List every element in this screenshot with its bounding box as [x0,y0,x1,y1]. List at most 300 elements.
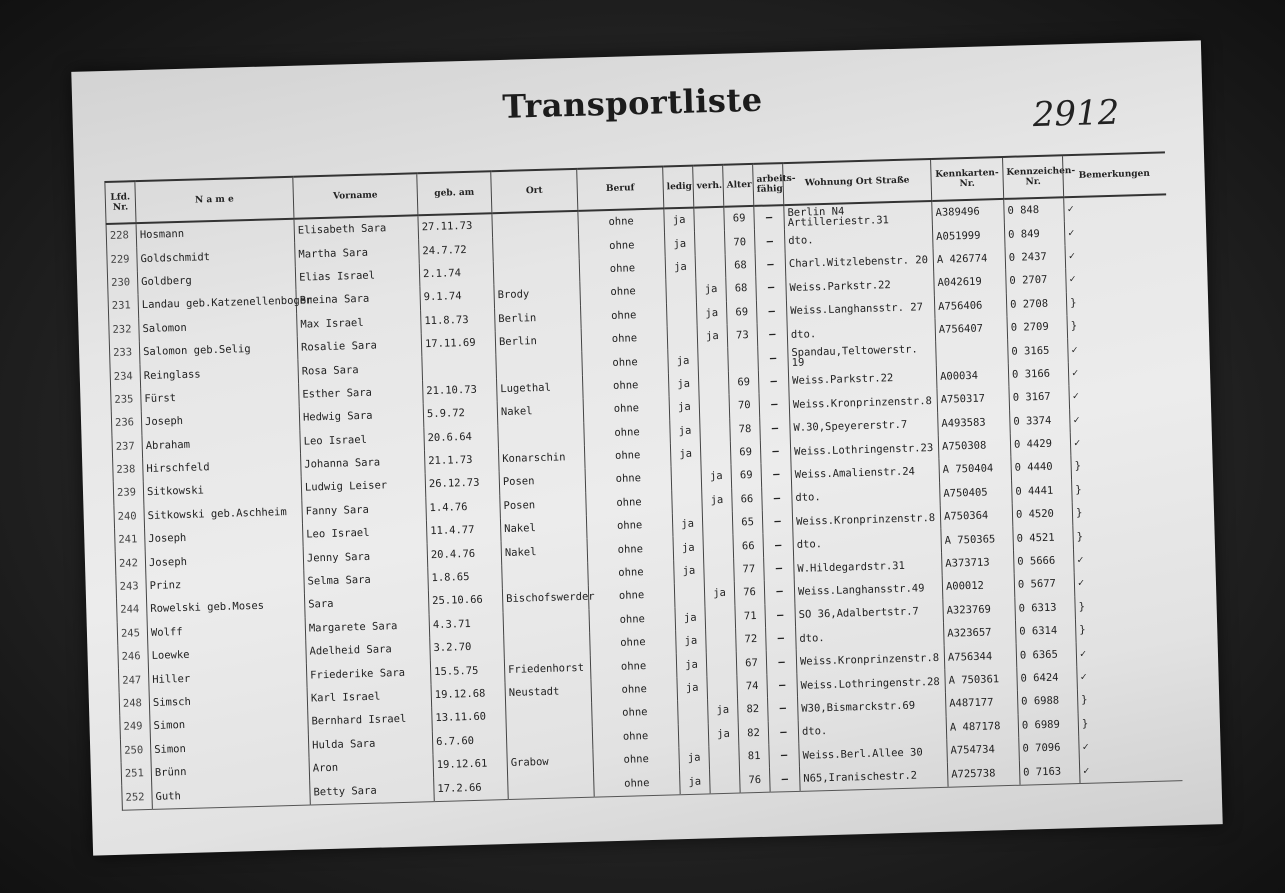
first-name: Hedwig Sara [299,403,424,430]
remark-mark: } [1067,312,1170,338]
occupation: ohne [590,630,677,656]
birth-date: 1.8.65 [428,565,503,590]
remark-mark: ✓ [1066,266,1169,292]
single-mark: ja [675,606,706,630]
mark-number: 0 6424 [1017,666,1078,691]
address: Berlin N4 Artilleriestr.31 [784,201,933,230]
row-number: 244 [117,598,148,622]
fit-for-work: – [758,370,789,394]
birth-date: 27.11.73 [418,213,493,239]
single-mark [678,723,709,747]
address: Weiss.Langhansstr. 27 [786,295,935,323]
mark-number: 0 2707 [1006,268,1067,293]
married-mark [695,255,726,279]
id-card-number: A389496 [932,199,1005,225]
first-name: Aron [309,754,434,781]
id-card-number: A754734 [947,738,1020,763]
occupation: ohne [582,373,669,399]
birth-date: 21.1.73 [424,448,499,473]
occupation: ohne [584,443,671,469]
age: 69 [731,464,762,488]
mark-number: 0 3165 [1008,339,1069,364]
occupation: ohne [590,654,677,680]
id-card-number: A750364 [940,504,1013,529]
id-card-number: A756407 [935,317,1008,342]
address: Weiss.Parkstr.22 [788,366,937,394]
married-mark [694,207,725,232]
remark-mark: } [1077,686,1180,712]
remark-mark: ✓ [1068,336,1171,362]
age: 71 [735,604,766,628]
person-name: Sitkowski [143,477,302,505]
age: 69 [724,206,755,231]
married-mark: ja [696,278,727,302]
first-name: Rosa Sara [298,357,423,384]
person-name: Joseph [145,524,304,552]
birth-place [503,609,590,635]
first-name: Leo Israel [302,520,427,547]
person-name: Rowelski geb.Moses [147,594,306,622]
person-name: Simsch [149,687,308,715]
fit-for-work: – [766,627,797,651]
birth-date: 21.10.73 [423,378,498,403]
mark-number: 0 4440 [1011,455,1072,480]
address: dto. [784,225,933,253]
occupation: ohne [581,326,668,352]
first-name: Betty Sara [310,777,435,804]
single-mark: ja [665,255,696,279]
occupation: ohne [578,208,665,235]
transport-table [104,151,1182,810]
page-number: 2912 [1032,92,1120,136]
mark-number: 0 4429 [1010,432,1071,457]
married-mark [705,605,736,629]
mark-number: 0 6313 [1015,596,1076,621]
birth-date: 25.10.66 [428,588,503,613]
person-name: Hosmann [136,219,295,248]
age: 65 [732,511,763,535]
occupation: ohne [592,724,679,750]
address: Weiss.Lothringenstr.28 [797,670,946,698]
birth-place [492,211,579,238]
occupation: ohne [594,771,681,797]
married-mark: ja [696,301,727,325]
married-mark [700,442,731,466]
birth-place [504,633,591,659]
occupation: ohne [587,537,674,563]
table-body [106,194,1182,810]
birth-place: Lugethal [496,376,583,402]
header-beruf: Beruf [577,166,664,210]
person-name: Joseph [141,407,300,435]
birth-date [422,355,497,380]
id-card-number [936,340,1009,365]
id-card-number: A756406 [934,293,1007,318]
birth-date: 15.5.75 [430,658,505,683]
occupation: ohne [591,677,678,703]
header-vorname: Vorname [293,173,418,218]
fit-for-work: – [756,300,787,324]
remark-mark: ✓ [1070,406,1173,432]
birth-place [493,235,580,261]
row-number: 246 [118,645,149,669]
remark-mark: } [1072,499,1175,525]
header-ort: Ort [491,169,578,213]
occupation: ohne [584,420,671,446]
occupation: ohne [592,700,679,726]
birth-place [502,563,589,589]
occupation: ohne [588,560,675,586]
row-number: 239 [113,481,144,505]
id-card-number: A750317 [937,387,1010,412]
address: Weiss.Berl.Allee 30 [799,740,948,768]
row-number: 251 [121,762,152,786]
age: 82 [738,698,769,722]
remark-mark: ✓ [1076,640,1179,666]
fit-for-work: – [759,393,790,417]
single-mark: ja [673,536,704,560]
id-card-number: A756344 [944,644,1017,669]
occupation: ohne [588,584,675,610]
mark-number: 0 2437 [1005,245,1066,270]
fit-for-work: – [768,697,799,721]
row-number: 235 [111,388,142,412]
fit-for-work: – [769,767,800,792]
birth-place: Berlin [495,329,582,355]
occupation: ohne [583,396,670,422]
occupation: ohne [585,467,672,493]
address: Weiss.Amalienstr.24 [791,459,940,487]
mark-number: 0 4441 [1012,479,1073,504]
birth-place [506,703,593,729]
fit-for-work: – [761,463,792,487]
mark-number: 0 848 [1004,197,1065,223]
remark-mark: ✓ [1074,570,1177,596]
person-name: Salomon [139,313,298,341]
row-number: 233 [109,341,140,365]
birth-place: Posen [500,492,587,518]
birth-date: 17.11.69 [421,331,496,356]
fit-for-work: – [762,487,793,511]
address: Weiss.Langhansstr.49 [794,576,943,604]
person-name: Joseph [145,547,304,575]
address: Charl.Witzlebenstr. 20 [785,249,934,277]
married-mark: ja [702,488,733,512]
header-verh: verh. [693,165,724,208]
mark-number: 0 4520 [1012,502,1073,527]
age: 68 [726,277,757,301]
occupation: ohne [586,490,673,516]
id-card-number: A323657 [943,621,1016,646]
row-number: 236 [111,411,142,435]
married-mark [706,629,737,653]
single-mark [666,279,697,303]
row-number: 243 [116,575,147,599]
married-mark [703,535,734,559]
birth-place [508,773,595,799]
mark-number: 0 3167 [1009,385,1070,410]
age: 70 [729,394,760,418]
age [728,347,759,371]
remark-mark: } [1075,593,1178,619]
person-name: Brünn [151,758,310,786]
birth-place: Berlin [495,305,582,331]
first-name: Jenny Sara [303,544,428,571]
age: 81 [739,745,770,769]
first-name: Johanna Sara [301,450,426,477]
row-number: 232 [109,318,140,342]
person-name: Prinz [146,570,305,598]
id-card-number: A750405 [940,481,1013,506]
address: dto. [793,529,942,557]
single-mark [671,466,702,490]
id-card-number: A725738 [947,761,1020,787]
age: 78 [730,417,761,441]
birth-place: Neustadt [505,679,592,705]
fit-for-work: – [764,557,795,581]
occupation: ohne [579,233,666,259]
remark-mark: ✓ [1069,382,1172,408]
address: N65,Iranischestr.2 [799,763,948,791]
id-card-number: A 487178 [946,714,1019,739]
row-number: 228 [106,223,137,248]
age: 76 [734,581,765,605]
fit-for-work: – [762,510,793,534]
occupation: ohne [579,256,666,282]
person-name: Landau geb.Katzenellenbogen [138,290,297,318]
address: W30,Bismarckstr.69 [798,693,947,721]
id-card-number: A487177 [945,691,1018,716]
birth-place: Brody [494,282,581,308]
mark-number: 0 3374 [1010,409,1071,434]
married-mark [698,348,729,372]
address: Weiss.Lothringenstr.23 [790,436,939,464]
mark-number: 0 2708 [1006,292,1067,317]
birth-place [506,726,593,752]
birth-place: Nakel [500,516,587,542]
fit-for-work: – [764,580,795,604]
age: 67 [736,651,767,675]
birth-date: 9.1.74 [420,284,495,309]
fit-for-work: – [767,674,798,698]
address: dto. [787,319,936,347]
person-name: Fürst [141,383,300,411]
address: Weiss.Kronprinzenstr.8 [796,646,945,674]
married-mark [710,769,741,794]
fit-for-work: – [756,276,787,300]
fit-for-work: – [754,205,785,230]
id-card-number: A00012 [942,574,1015,599]
first-name: Fanny Sara [302,497,427,524]
first-name: Elias Israel [295,263,420,290]
id-card-number: A051999 [932,223,1005,248]
birth-date: 3.2.70 [430,635,505,660]
birth-place [498,422,585,448]
person-name: Simon [150,711,309,739]
married-mark [694,231,725,255]
id-card-number: A493583 [938,410,1011,435]
fit-for-work: – [763,533,794,557]
first-name: Elisabeth Sara [294,215,419,243]
person-name: Salomon geb.Selig [139,337,298,365]
address: Spandau,Teltowerstr. 19 [788,342,937,370]
remark-mark: ✓ [1077,663,1180,689]
first-name: Sara [304,590,429,617]
row-number: 248 [119,692,150,716]
age: 73 [727,324,758,348]
age: 66 [733,534,764,558]
birth-place: Posen [499,469,586,495]
remark-mark: ✓ [1079,733,1182,759]
id-card-number: A323769 [943,597,1016,622]
id-card-number: A 750404 [939,457,1012,482]
single-mark: ja [668,349,699,373]
single-mark: ja [670,442,701,466]
remark-mark: ✓ [1079,757,1182,784]
birth-place: Grabow [507,750,594,776]
first-name: Breina Sara [296,286,421,313]
address: Weiss.Kronprinzenstr.8 [792,506,941,534]
header-alter: Alter [723,164,754,207]
address: dto. [796,623,945,651]
row-number: 252 [122,785,153,810]
single-mark [666,302,697,326]
remark-mark: ✓ [1073,546,1176,572]
first-name: Rosalie Sara [297,333,422,360]
header-kennkarten-nr: Kennkarten-Nr. [931,157,1004,201]
birth-date: 2.1.74 [419,261,494,286]
header-bemerkungen: Bemerkungen [1062,152,1165,197]
first-name: Hulda Sara [308,731,433,758]
id-card-number: A750308 [938,434,1011,459]
married-mark [699,395,730,419]
married-mark [706,652,737,676]
row-number: 250 [120,739,151,763]
occupation: ohne [580,280,667,306]
first-name: Friederike Sara [306,661,431,688]
birth-date: 19.12.68 [431,682,506,707]
address: W.30,Speyererstr.7 [790,412,939,440]
occupation: ohne [580,303,667,329]
birth-date: 24.7.72 [419,238,494,263]
married-mark [698,371,729,395]
fit-for-work: – [766,650,797,674]
birth-date: 20.4.76 [427,542,502,567]
birth-place: Nakel [497,399,584,425]
fit-for-work: – [765,604,796,628]
id-card-number: A042619 [934,270,1007,295]
person-name: Simon [150,734,309,762]
mark-number: 0 3166 [1008,362,1069,387]
mark-number: 0 4521 [1013,526,1074,551]
row-number: 231 [108,294,139,318]
married-mark [709,746,740,770]
row-number: 229 [107,248,138,272]
single-mark [674,583,705,607]
remark-mark: } [1066,289,1169,315]
birth-place: Nakel [501,539,588,565]
first-name: Max Israel [297,310,422,337]
single-mark: ja [664,208,695,233]
single-mark: ja [668,372,699,396]
mark-number: 0 2709 [1007,315,1068,340]
mark-number: 0 7096 [1019,736,1080,761]
birth-date: 1.4.76 [426,495,501,520]
age: 69 [728,371,759,395]
single-mark: ja [676,629,707,653]
header-geb-am: geb. am [417,171,492,215]
mark-number: 0 6988 [1017,689,1078,714]
remark-mark: ✓ [1068,359,1171,385]
married-mark: ja [697,325,728,349]
header-wohnung: Wohnung Ort Straße [783,159,932,205]
age: 70 [724,230,755,254]
age: 76 [739,768,770,793]
age: 72 [736,628,767,652]
age: 69 [726,300,757,324]
birth-place: Bischofswerder [502,586,589,612]
mark-number: 0 849 [1004,222,1065,247]
married-mark: ja [708,699,739,723]
first-name: Leo Israel [300,427,425,454]
birth-date: 11.4.77 [426,518,501,543]
address: Weiss.Kronprinzenstr.8 [789,389,938,417]
age: 69 [730,441,761,465]
birth-place: Konarschin [498,446,585,472]
row-number: 240 [114,505,145,529]
address: SO 36,Adalbertstr.7 [795,599,944,627]
occupation: ohne [593,747,680,773]
remark-mark: ✓ [1064,219,1167,245]
age: 66 [732,488,763,512]
fit-for-work: – [754,229,785,253]
married-mark: ja [708,722,739,746]
id-card-number: A 750361 [945,668,1018,693]
header-arbeitsfaehig: arbeits-fähig [753,163,784,206]
first-name: Martha Sara [295,240,420,267]
mark-number: 0 6314 [1015,619,1076,644]
first-name: Margarete Sara [305,614,430,641]
birth-date: 11.8.73 [421,308,496,333]
id-card-number: A 426774 [933,247,1006,272]
remark-mark: } [1075,616,1178,642]
mark-number: 0 7163 [1019,759,1080,785]
birth-place: Friedenhorst [504,656,591,682]
first-name: Selma Sara [304,567,429,594]
remark-mark: ✓ [1070,429,1173,455]
mark-number: 0 5677 [1014,572,1075,597]
birth-date: 4.3.71 [429,612,504,637]
first-name: Ludwig Leiser [301,474,426,501]
age: 82 [738,721,769,745]
person-name: Goldberg [137,267,296,295]
single-mark [667,326,698,350]
age: 77 [734,558,765,582]
married-mark [700,418,731,442]
header-lfd-nr: Lfd. Nr. [105,181,136,224]
person-name: Hiller [148,664,307,692]
birth-date: 13.11.60 [432,705,507,730]
fit-for-work: – [757,323,788,347]
address: W.Hildegardstr.31 [794,553,943,581]
single-mark: ja [674,559,705,583]
person-name: Hirschfeld [143,454,302,482]
single-mark: ja [679,746,710,770]
person-name: Goldschmidt [137,243,296,271]
single-mark: ja [677,676,708,700]
person-name: Wolff [147,617,306,645]
fit-for-work: – [769,744,800,768]
